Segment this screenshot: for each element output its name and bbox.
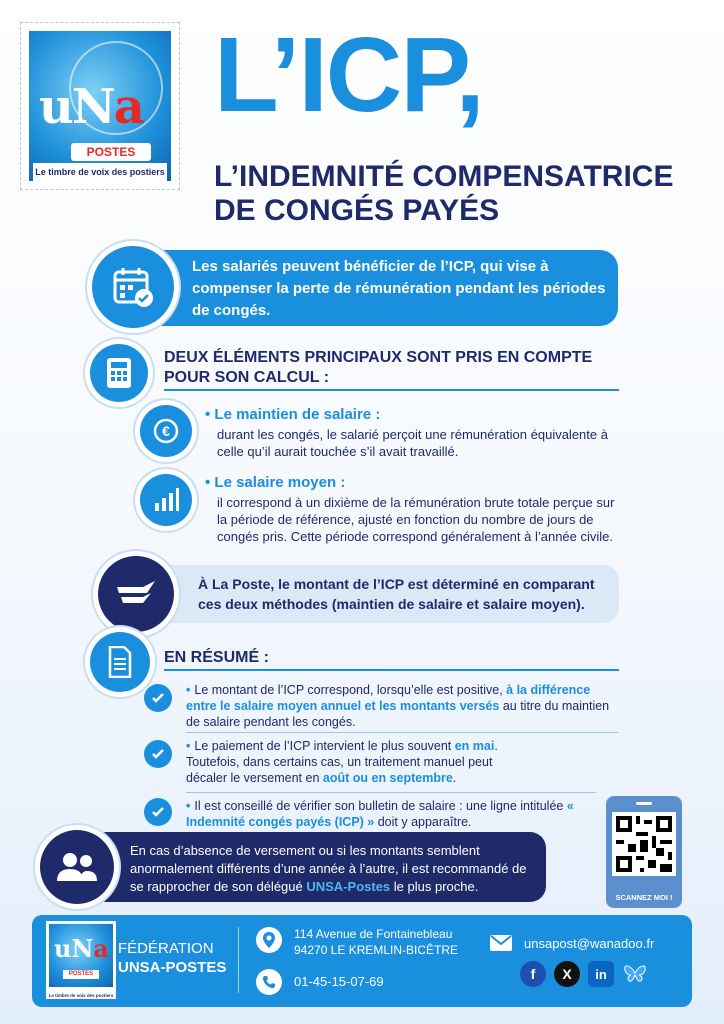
phone-number[interactable]: 01-45-15-07-69 [294, 974, 384, 989]
divider [164, 669, 619, 671]
unsa-logo [20, 22, 180, 190]
page-title: L’ICP, [214, 16, 483, 134]
advice-banner: En cas d’absence de versement ou si les montants semblent anormalement différents d’une année à l’autre, il est recommandé de se rapprocher de son délégué UNSA-Postes le plus proche. [82, 832, 546, 902]
federation-name: FÉDÉRATION UNSA-POSTES [118, 940, 227, 976]
euro-refresh-icon [140, 405, 192, 457]
calc-heading: DEUX ÉLÉMENTS PRINCIPAUX SONT PRIS EN COMPTE POUR SON CALCUL : [164, 349, 593, 386]
list-item [205, 406, 625, 460]
intro-banner: Les salariés peuvent bénéficier de l’ICP, qui vise à compenser la perte de rémunération pendant les périodes de congés. [150, 250, 618, 326]
calendar-icon [92, 246, 174, 328]
mail-icon [490, 935, 512, 956]
summary-item: • Le montant de l’ICP correspond, lorsqu’elle est positive, à la différence entre le salaire moyen annuel et les montants versés au titre du maintien de salaire pendant les congés. [186, 683, 610, 729]
address: 114 Avenue de Fontainebleau 94270 LE KREMLIN-BICÊTRE [294, 927, 459, 957]
logo-wordmark: uNa [39, 79, 143, 135]
facebook-icon[interactable]: f [520, 961, 546, 987]
item-text: il correspond à un dixième de la rémunération brute totale perçue sur la période de référence, ajusté en fonction du nombre de jours de congés pris. Cette période correspond généralement à l’année civile. [217, 495, 615, 544]
bluesky-icon[interactable] [622, 961, 648, 987]
summary-heading: EN RÉSUMÉ : [164, 649, 269, 666]
check-icon [144, 684, 172, 712]
item-title: • Le salaire moyen : [205, 474, 346, 491]
check-icon [144, 798, 172, 826]
summary-item: • Le paiement de l’ICP intervient le plus souvent en mai. Toutefois, dans certains cas, un traitement manuel peut décaler le versement en août ou en septembre. [186, 739, 498, 785]
logo-postes: POSTES [71, 143, 151, 161]
calculator-icon [90, 344, 148, 402]
page-subtitle: L’INDEMNITÉ COMPENSATRICE DE CONGÉS PAYÉS [214, 160, 674, 227]
qr-label: SCANNEZ MOI ! [615, 893, 673, 902]
location-pin-icon [256, 927, 282, 953]
qr-code[interactable] [606, 796, 682, 908]
people-icon [40, 830, 114, 904]
email-link[interactable]: unsapost@wanadoo.fr [524, 936, 655, 951]
divider [186, 792, 596, 793]
logo-tagline: Le timbre de voix des postiers [33, 163, 167, 181]
list-item [205, 474, 625, 545]
item-title: • Le maintien de salaire : [205, 406, 381, 423]
item-text: durant les congés, le salarié perçoit une rémunération équivalente à celle qu’il aurait touchée s’il avait travaillé. [217, 427, 608, 459]
divider [186, 732, 618, 733]
summary-item: • Il est conseillé de vérifier son bulletin de salaire : une ligne intitulée « Indemnité congés payés (ICP) » doit y apparaître. [186, 799, 574, 829]
check-icon [144, 740, 172, 768]
phone-icon [256, 969, 282, 995]
la-poste-logo-icon [98, 556, 174, 632]
divider [164, 389, 619, 391]
bar-chart-icon [140, 474, 192, 526]
document-icon [90, 632, 150, 692]
laposte-band: À La Poste, le montant de l’ICP est déterminé en comparant ces deux méthodes (maintien de salaire et salaire moyen). [112, 565, 619, 623]
divider [238, 927, 239, 993]
footer [32, 915, 692, 1007]
linkedin-icon[interactable]: in [588, 961, 614, 987]
svg-text:€: € [162, 423, 170, 439]
x-icon[interactable]: X [554, 961, 580, 987]
footer-logo: uNa POSTES Le timbre de voix des postiers [46, 921, 116, 999]
